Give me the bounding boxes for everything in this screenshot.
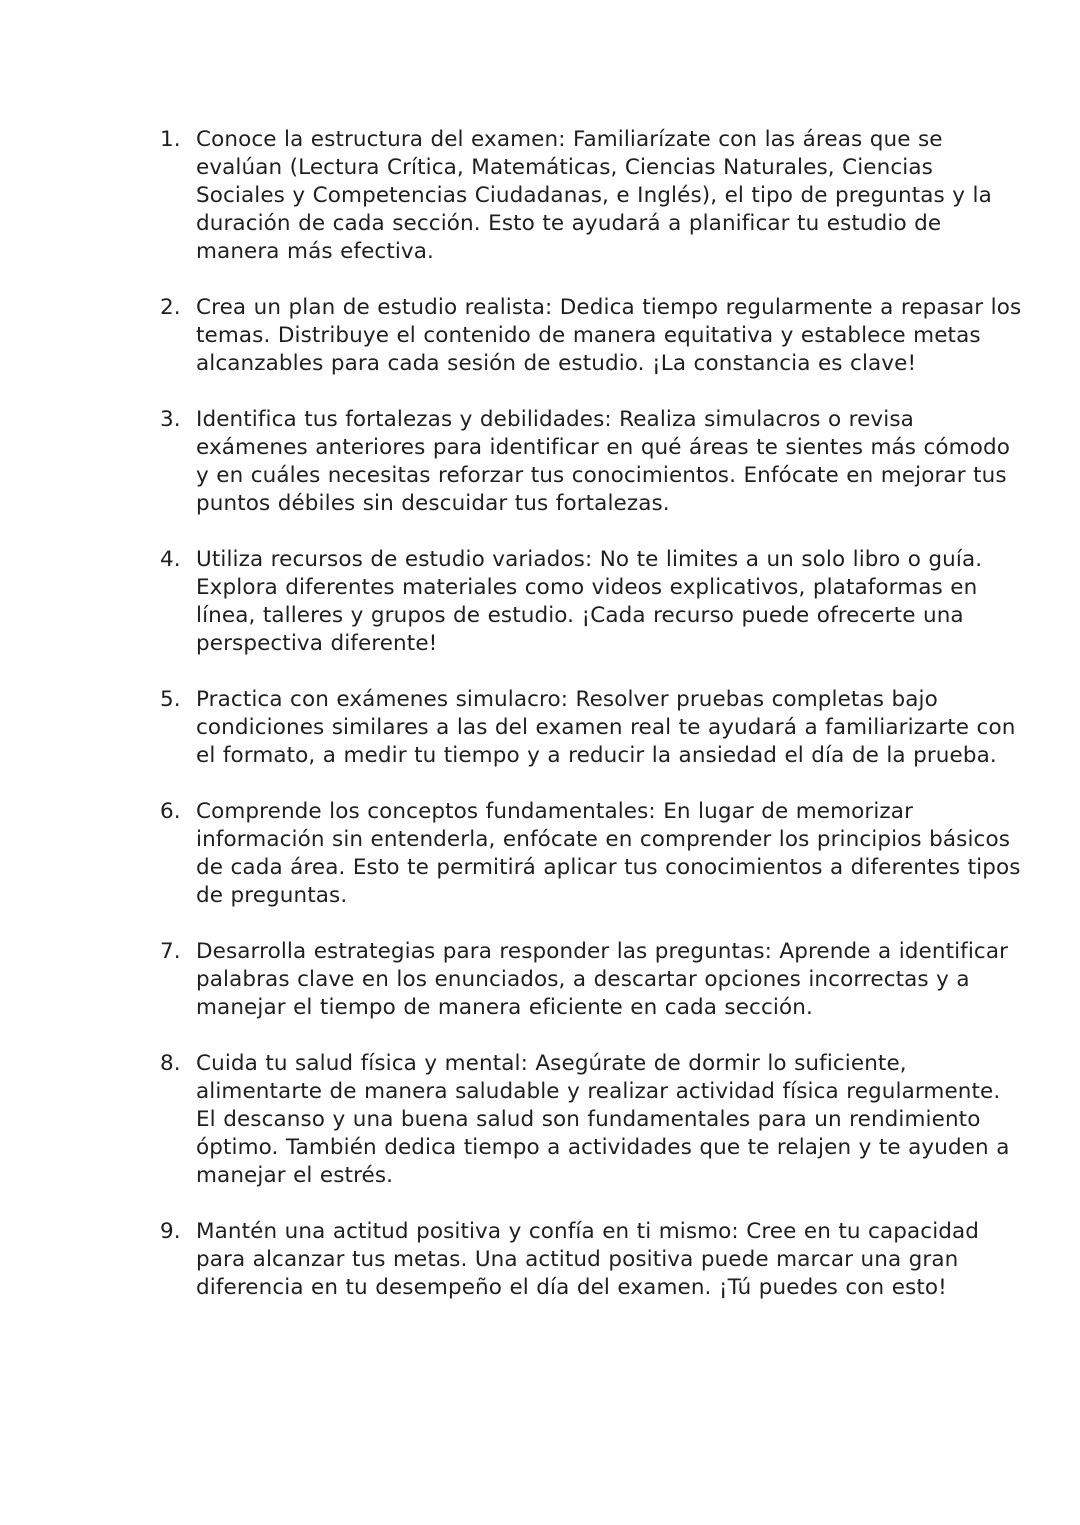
tip-text: Cuida tu salud física y mental: Asegúrate de dormir lo suficiente, alimentarte de manera saludable y realizar actividad física regularmente. El descanso y una buena salud son fundamentales para un rendimiento óptimo. También dedica tiempo a actividades que te relajen y te ayuden a manejar el estrés. (196, 1051, 1010, 1188)
tip-text: Mantén una actitud positiva y confía en ti mismo: Cree en tu capacidad para alcanzar tus metas. Una actitud positiva puede marcar una gran diferencia en tu desempeño el día del examen. ¡Tú puedes con esto! (196, 1219, 980, 1300)
tip-number: 7. (160, 939, 181, 964)
tip-item (160, 546, 1022, 658)
tip-text: Utiliza recursos de estudio variados: No te limites a un solo libro o guía. Explora diferentes materiales como videos explicativos, plataformas en línea, talleres y grupos de estudio. ¡Cada recurso puede ofrecerte una perspectiva diferente! (196, 547, 983, 656)
tip-number: 5. (160, 687, 181, 712)
tip-number: 8. (160, 1051, 181, 1076)
tip-item (160, 1050, 1022, 1190)
tip-text: Practica con exámenes simulacro: Resolver pruebas completas bajo condiciones similares a las del examen real te ayudará a familiarizarte con el formato, a medir tu tiempo y a reducir la ansiedad el día de la prueba. (196, 687, 1016, 768)
tip-item (160, 938, 1022, 1022)
tip-number: 3. (160, 407, 181, 432)
tip-text: Comprende los conceptos fundamentales: En lugar de memorizar información sin entenderla, enfócate en comprender los principios básicos de cada área. Esto te permitirá aplicar tus conocimientos a diferentes tipos de preguntas. (196, 799, 1021, 908)
tip-number: 6. (160, 799, 181, 824)
tip-item (160, 798, 1022, 910)
tip-item (160, 686, 1022, 770)
tip-number: 1. (160, 127, 181, 152)
tip-text: Crea un plan de estudio realista: Dedica tiempo regularmente a repasar los temas. Distribuye el contenido de manera equitativa y establece metas alcanzables para cada sesión de estudio. ¡La constancia es clave! (196, 295, 1022, 376)
tips-list (160, 126, 1022, 1330)
tip-item (160, 1218, 1022, 1302)
tip-text: Desarrolla estrategias para responder las preguntas: Aprende a identificar palabras clave en los enunciados, a descartar opciones incorrectas y a manejar el tiempo de manera eficiente en cada sección. (196, 939, 1009, 1020)
tip-item (160, 126, 1022, 266)
tip-text: Identifica tus fortalezas y debilidades: Realiza simulacros o revisa exámenes anteriores para identificar en qué áreas te sientes más cómodo y en cuáles necesitas reforzar tus conocimientos. Enfócate en mejorar tus puntos débiles sin descuidar tus fortalezas. (196, 407, 1010, 516)
tip-item (160, 406, 1022, 518)
tip-item (160, 294, 1022, 378)
tip-text: Conoce la estructura del examen: Familiarízate con las áreas que se evalúan (Lectura Crítica, Matemáticas, Ciencias Naturales, Ciencias Sociales y Competencias Ciudadanas, e Inglés), el tipo de preguntas y la duración de cada sección. Esto te ayudará a planificar tu estudio de manera más efectiva. (196, 127, 992, 264)
tip-number: 4. (160, 547, 181, 572)
tip-number: 2. (160, 295, 181, 320)
tip-number: 9. (160, 1219, 181, 1244)
